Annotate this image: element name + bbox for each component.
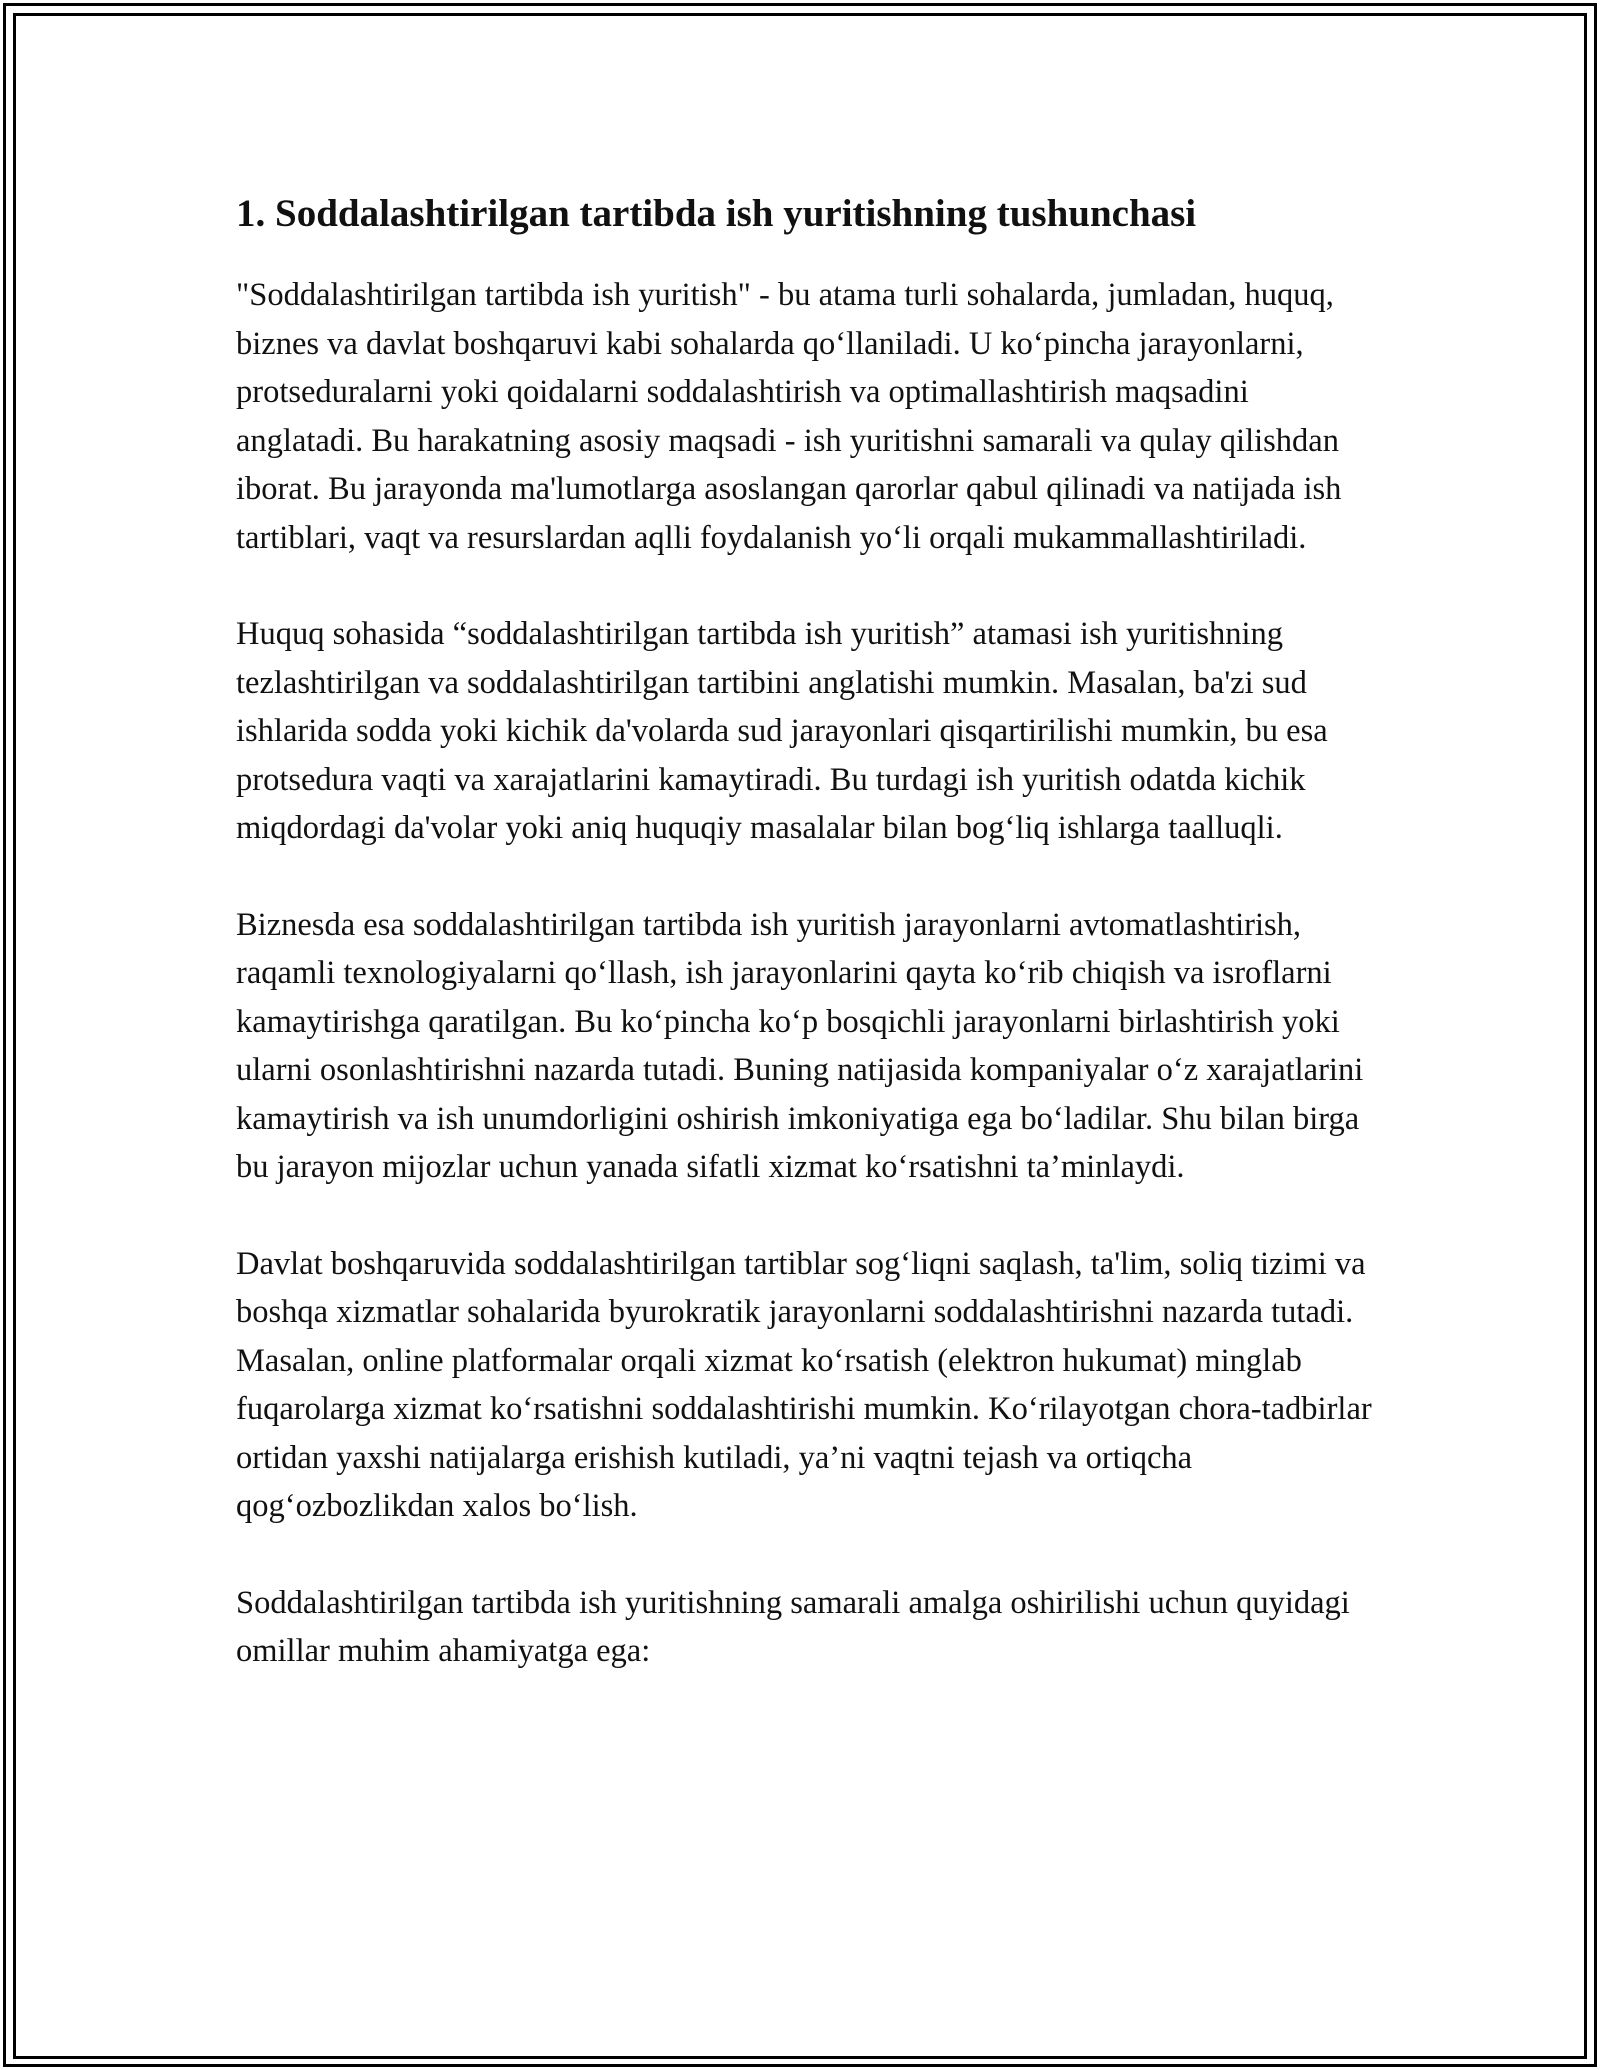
paragraph-factors-intro: Soddalashtirilgan tartibda ish yuritishning samarali amalga oshirilishi uchun quyidagi omillar muhim ahamiyatga ega: <box>236 1584 1350 1669</box>
document-body <box>236 185 1376 1676</box>
paragraph-definition: "Soddalashtirilgan tartibda ish yuritish" - bu atama turli sohalarda, jumladan, huquq, biznes va davlat boshqaruvi kabi sohalarda qo‘llaniladi. U ko‘pincha jarayonlarni, protseduralarni yoki qoidalarni soddalashtirish va optimallashtirish maqsadini anglatadi. Bu harakatning asosiy maqsadi - ish yuritishni samarali va qulay qilishdan iborat. Bu jarayonda ma'lumotlarga asoslangan qarorlar qabul qilinadi va natijada ish tartiblari, vaqt va resurslardan aqlli foydalanish yo‘li orqali mukammallashtiriladi. <box>236 277 1342 556</box>
paragraph-government: Davlat boshqaruvida soddalashtirilgan tartiblar sog‘liqni saqlash, ta'lim, soliq tizimi va boshqa xizmatlar sohalarida byurokratik jarayonlarni soddalashtirishni nazarda tutadi. Masalan, online platformalar orqali xizmat ko‘rsatish (elektron hukumat) minglab fuqarolarga xizmat ko‘rsatishni soddalashtirishi mumkin. Ko‘rilayotgan chora-tadbirlar ortidan yaxshi natijalarga erishish kutiladi, ya’ni vaqtni tejash va ortiqcha qog‘ozbozlikdan xalos bo‘lish. <box>236 1245 1372 1524</box>
paragraph-business: Biznesda esa soddalashtirilgan tartibda ish yuritish jarayonlarni avtomatlashtirish, raqamli texnologiyalarni qo‘llash, ish jarayonlarini qayta ko‘rib chiqish va isroflarni kamaytirishga qaratilgan. Bu ko‘pincha ko‘p bosqichli jarayonlarni birlashtirish yoki ularni osonlashtirishni nazarda tutadi. Buning natijasida kompaniyalar o‘z xarajatlarini kamaytirish va ish unumdorligini oshirish imkoniyatiga ega bo‘ladilar. Shu bilan birga bu jarayon mijozlar uchun yanada sifatli xizmat ko‘rsatishni ta’minlaydi. <box>236 906 1364 1185</box>
section-heading: 1. Soddalashtirilgan tartibda ish yuritishning tushunchasi <box>236 192 1197 235</box>
paragraph-law: Huquq sohasida “soddalashtirilgan tartibda ish yuritish” atamasi ish yuritishning tezlashtirilgan va soddalashtirilgan tartibini anglatishi mumkin. Masalan, ba'zi sud ishlarida sodda yoki kichik da'volarda sud jarayonlari qisqartirilishi mumkin, bu esa protsedura vaqti va xarajatlarini kamaytiradi. Bu turdagi ish yuritish odatda kichik miqdordagi da'volar yoki aniq huquqiy masalalar bilan bog‘liq ishlarga taalluqli. <box>236 616 1328 846</box>
